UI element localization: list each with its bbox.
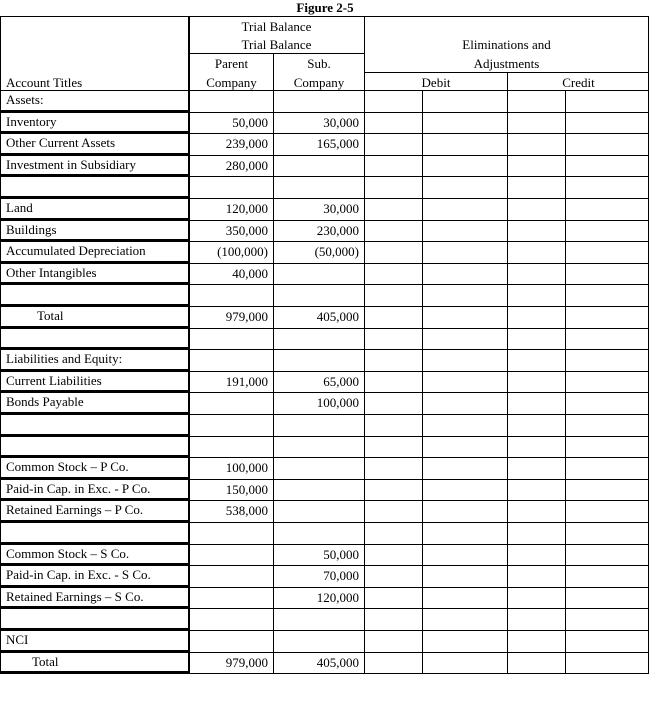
subsidiary-company-amount: 165,000 (316, 136, 359, 151)
header-credit: Credit (562, 75, 595, 90)
account-title: Retained Earnings – S Co. (6, 589, 144, 604)
account-title: Other Current Assets (6, 135, 116, 150)
subsidiary-company-amount (275, 500, 359, 521)
account-cell-rule (0, 650, 189, 653)
subsidiary-company-amount: 30,000 (323, 201, 359, 216)
account-title: Liabilities and Equity: (6, 351, 123, 366)
subsidiary-company-amount (275, 414, 359, 435)
subsidiary-company-amount (275, 176, 359, 197)
header-sub-2: Company (293, 75, 345, 90)
parent-company-amount: 120,000 (225, 201, 268, 216)
header-rule-trial-balance (189, 53, 364, 54)
subsidiary-company-amount (275, 328, 359, 349)
parent-company-amount: 150,000 (225, 482, 268, 497)
account-cell-rule (0, 412, 189, 415)
account-title: Common Stock – S Co. (6, 546, 130, 561)
account-cell-rule (0, 326, 189, 329)
col-divider-parent (273, 53, 274, 674)
subsidiary-company-amount (275, 263, 359, 284)
account-title: Assets: (6, 92, 44, 107)
col-divider-debit-credit (507, 72, 508, 674)
parent-company-amount: 100,000 (225, 460, 268, 475)
header-parent-1: Parent (214, 56, 249, 71)
parent-company-amount: (100,000) (217, 244, 268, 259)
subsidiary-company-amount (275, 630, 359, 651)
worksheet-table (0, 16, 649, 677)
account-title: Investment in Subsidiary (6, 157, 136, 172)
subsidiary-company-amount (275, 90, 359, 111)
header-eliminations-1: Eliminations and (462, 37, 551, 52)
account-title: Paid-in Cap. in Exc. - S Co. (6, 567, 151, 582)
parent-company-amount: 979,000 (225, 309, 268, 324)
parent-company-amount (190, 392, 268, 413)
parent-company-amount (190, 522, 268, 543)
header-trial-balance-1: Trial Balance (241, 19, 312, 34)
subsidiary-company-amount: 100,000 (316, 395, 359, 410)
parent-company-amount: 280,000 (225, 158, 268, 173)
subsidiary-company-amount (275, 155, 359, 176)
account-title: Accumulated Depreciation (6, 243, 146, 258)
parent-company-amount: 239,000 (225, 136, 268, 151)
parent-company-amount (190, 608, 268, 629)
account-title: Total (37, 308, 64, 323)
parent-company-amount (190, 90, 268, 111)
account-title: Retained Earnings – P Co. (6, 502, 144, 517)
account-title: Paid-in Cap. in Exc. - P Co. (6, 481, 151, 496)
subsidiary-company-amount (275, 284, 359, 305)
subsidiary-company-amount: 70,000 (323, 568, 359, 583)
account-title: Land (6, 200, 33, 215)
parent-company-amount (190, 284, 268, 305)
col-divider-subsidiary (364, 16, 365, 674)
account-title: Total (32, 654, 59, 669)
account-title: Bonds Payable (6, 394, 84, 409)
parent-company-amount (190, 436, 268, 457)
parent-company-amount: 40,000 (232, 266, 268, 281)
account-cell-rule (0, 520, 189, 523)
header-sub-1: Sub. (307, 56, 331, 71)
account-title: Inventory (6, 114, 57, 129)
parent-company-amount (190, 176, 268, 197)
parent-company-amount (190, 544, 268, 565)
subsidiary-company-amount (275, 479, 359, 500)
parent-company-amount (190, 414, 268, 435)
subsidiary-company-amount: (50,000) (314, 244, 359, 259)
header-debit: Debit (421, 75, 451, 90)
account-title: Other Intangibles (6, 265, 97, 280)
subsidiary-company-amount: 405,000 (316, 309, 359, 324)
subsidiary-company-amount: 120,000 (316, 590, 359, 605)
subsidiary-company-amount: 65,000 (323, 374, 359, 389)
parent-company-amount (190, 587, 268, 608)
account-title: Current Liabilities (6, 373, 102, 388)
header-account-titles: Account Titles (6, 75, 83, 90)
parent-company-amount: 191,000 (225, 374, 268, 389)
account-cell-rule (0, 671, 189, 674)
header-eliminations-2: Adjustments (473, 56, 540, 71)
parent-company-amount (190, 565, 268, 586)
subsidiary-company-amount: 50,000 (323, 547, 359, 562)
subsidiary-company-amount (275, 349, 359, 370)
account-title: Common Stock – P Co. (6, 459, 129, 474)
subsidiary-company-amount (275, 608, 359, 629)
parent-company-amount (190, 328, 268, 349)
header-trial-balance-2: Trial Balance (241, 37, 312, 52)
table-right-border (648, 16, 649, 674)
header-parent-2: Company (206, 75, 257, 90)
subsidiary-company-amount (275, 436, 359, 457)
table-top-border (0, 16, 649, 17)
account-cell-rule (0, 304, 189, 307)
account-title: NCI (6, 632, 29, 647)
parent-company-amount: 50,000 (232, 115, 268, 130)
parent-company-amount: 538,000 (225, 503, 268, 518)
table-left-border (0, 16, 1, 674)
subsidiary-company-amount (275, 522, 359, 543)
account-title: Buildings (6, 222, 57, 237)
parent-company-amount: 350,000 (225, 223, 268, 238)
subsidiary-company-amount: 30,000 (323, 115, 359, 130)
parent-company-amount (190, 349, 268, 370)
account-cell-rule (0, 434, 189, 437)
subsidiary-company-amount (275, 457, 359, 478)
header-rule-eliminations (364, 72, 649, 73)
subsidiary-company-amount: 230,000 (316, 223, 359, 238)
parent-company-amount (190, 630, 268, 651)
parent-company-amount: 979,000 (225, 655, 268, 670)
figure-title: Figure 2-5 (296, 0, 354, 15)
subsidiary-company-amount: 405,000 (316, 655, 359, 670)
row-rule (189, 673, 649, 674)
